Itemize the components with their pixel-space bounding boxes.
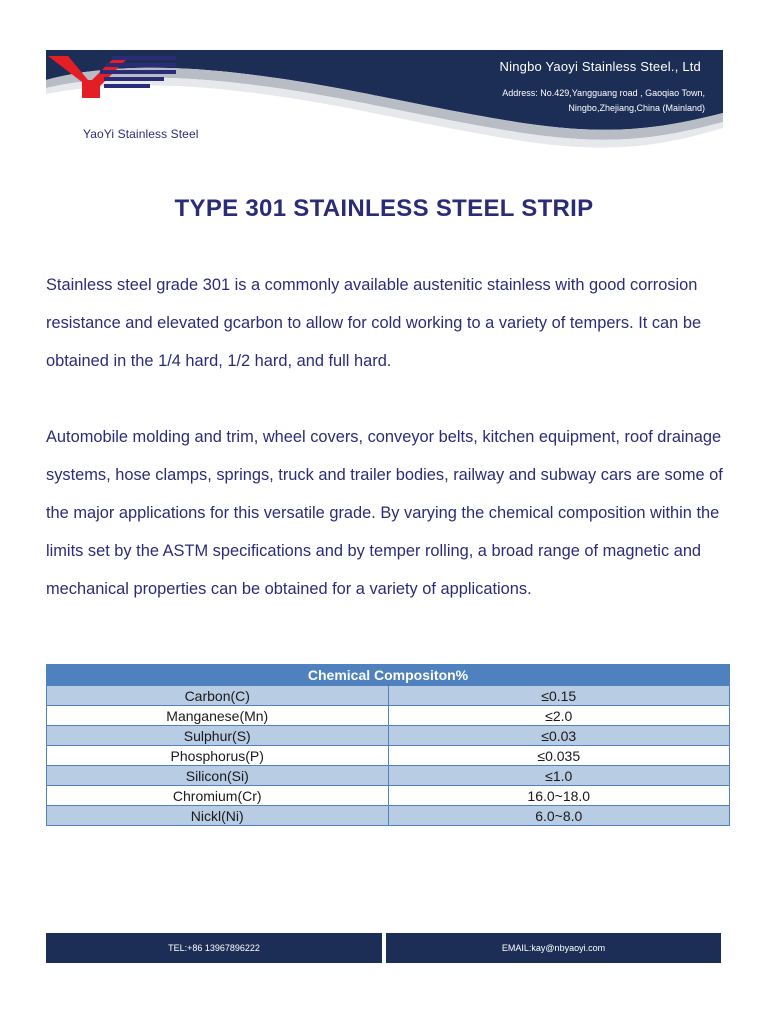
letterhead-banner	[46, 50, 723, 154]
element-cell: Sulphur(S)	[47, 726, 389, 746]
table-row	[47, 746, 730, 766]
value-cell: ≤0.03	[388, 726, 730, 746]
table-row	[47, 786, 730, 806]
element-cell: Chromium(Cr)	[47, 786, 389, 806]
element-cell: Phosphorus(P)	[47, 746, 389, 766]
table-header-row	[47, 665, 730, 686]
address-line-2: Ningbo,Zhejiang,China (Mainland)	[568, 103, 705, 113]
applications-paragraph: Automobile molding and trim, wheel covers, conveyor belts, kitchen equipment, roof drainage systems, hose clamps, springs, truck and trailer bodies, railway and subway cars are some of the major applications for this versatile grade. By varying the chemical composition within the limits set by the ASTM specifications and by temper rolling, a broad range of magnetic and mechanical properties can be obtained for a variety of applications.	[46, 428, 723, 598]
footer-email: EMAIL:kay@nbyaoyi.com	[386, 933, 721, 963]
element-cell: Nickl(Ni)	[47, 806, 389, 826]
table-row	[47, 686, 730, 706]
value-cell: ≤1.0	[388, 766, 730, 786]
page-title: TYPE 301 STAINLESS STEEL STRIP	[174, 195, 594, 222]
element-cell: Carbon(C)	[47, 686, 389, 706]
table-row	[47, 726, 730, 746]
table-row	[47, 806, 730, 826]
yaoyi-logo-icon	[46, 50, 181, 120]
company-name: Ningbo Yaoyi Stainless Steel., Ltd	[499, 59, 701, 74]
table-header: Chemical Compositon%	[47, 665, 730, 686]
address-line-1: Address: No.429,Yangguang road , Gaoqiao Town,	[502, 88, 705, 98]
value-cell: 16.0~18.0	[388, 786, 730, 806]
value-cell: 6.0~8.0	[388, 806, 730, 826]
value-cell: ≤0.15	[388, 686, 730, 706]
intro-paragraph: Stainless steel grade 301 is a commonly available austenitic stainless with good corrosion resistance and elevated gcarbon to allow for cold working to a variety of tempers. It can be obtained in the 1/4 hard, 1/2 hard, and full hard.	[46, 276, 702, 370]
company-address	[375, 86, 705, 116]
element-cell: Silicon(Si)	[47, 766, 389, 786]
footer-telephone: TEL:+86 13967896222	[46, 933, 382, 963]
value-cell: ≤2.0	[388, 706, 730, 726]
element-cell: Manganese(Mn)	[47, 706, 389, 726]
value-cell: ≤0.035	[388, 746, 730, 766]
table-row	[47, 706, 730, 726]
logo-wordmark: YaoYi Stainless Steel	[83, 127, 199, 141]
table-row	[47, 766, 730, 786]
chemical-composition-table	[46, 664, 730, 826]
